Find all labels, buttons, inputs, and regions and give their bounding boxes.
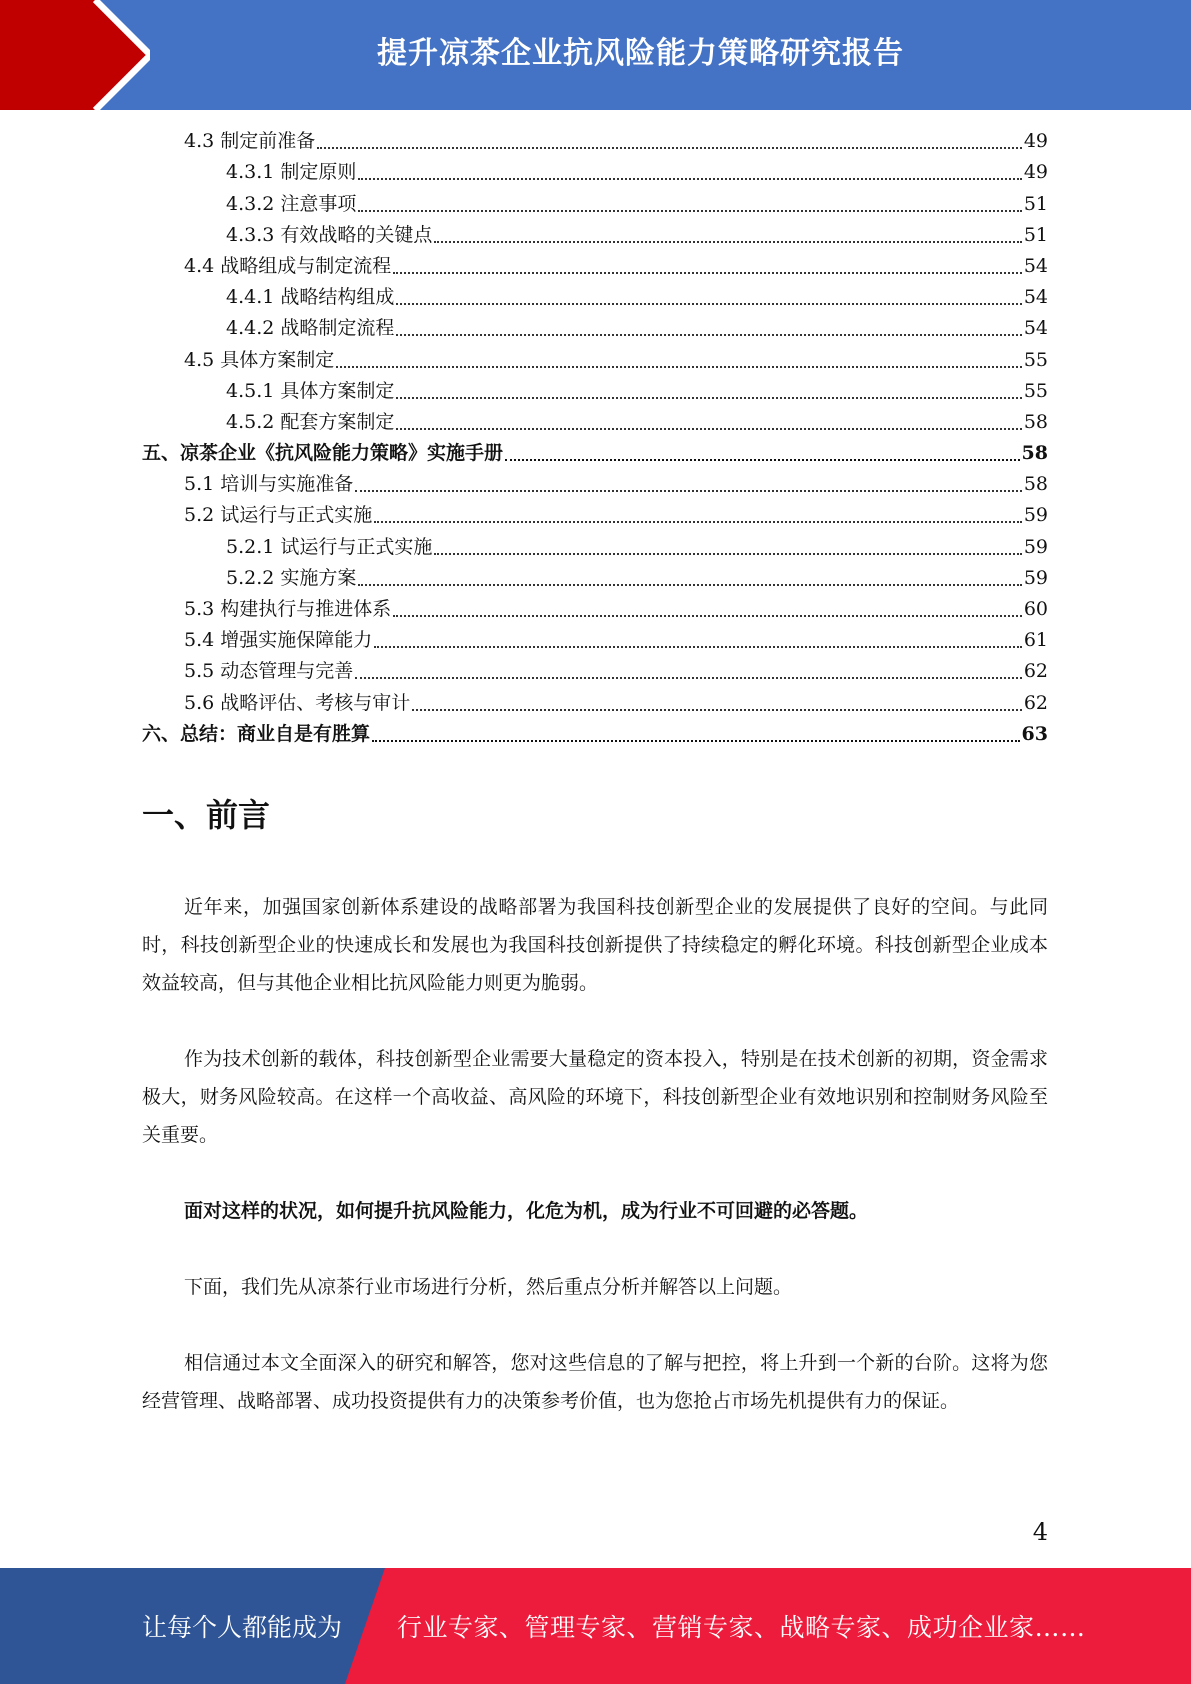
- toc-entry[interactable]: [142, 500, 1048, 531]
- toc-entry[interactable]: [142, 282, 1048, 313]
- footer-slogan-right: 行业专家、管理专家、营销专家、战略专家、成功企业家……: [397, 1613, 1086, 1642]
- toc-dot-leader: [505, 458, 1020, 461]
- toc-entry-label: 5.2 试运行与正式实施: [184, 504, 373, 527]
- toc-entry[interactable]: [142, 594, 1048, 625]
- toc-entry[interactable]: [142, 313, 1048, 344]
- toc-entry-page: 59: [1023, 535, 1048, 558]
- toc-dot-leader: [393, 614, 1022, 617]
- toc-entry[interactable]: [142, 625, 1048, 656]
- toc-dot-leader: [355, 489, 1022, 492]
- toc-entry-label: 4.3 制定前准备: [184, 130, 316, 153]
- toc-entry-page: 49: [1023, 161, 1048, 184]
- toc-dot-leader: [358, 583, 1021, 586]
- toc-entry-page: 62: [1023, 660, 1048, 683]
- toc-dot-leader: [374, 645, 1022, 648]
- toc-entry-page: 59: [1023, 566, 1048, 589]
- toc-entry-page: 54: [1023, 286, 1048, 309]
- toc-entry-label: 5.3 构建执行与推进体系: [184, 598, 392, 620]
- toc-entry[interactable]: [142, 687, 1048, 718]
- toc-entry[interactable]: [142, 407, 1048, 438]
- toc-entry[interactable]: [142, 656, 1048, 687]
- toc-entry-page: 60: [1023, 598, 1048, 620]
- toc-entry-label: 5.1 培训与实施准备: [184, 473, 354, 496]
- toc-entry-page: 61: [1023, 629, 1048, 652]
- toc-entry-page: 54: [1023, 254, 1048, 277]
- toc-dot-leader: [396, 302, 1021, 305]
- section-heading: 一、前言: [142, 796, 271, 834]
- toc-entry-label: 六、总结：商业自是有胜算: [142, 722, 371, 745]
- toc-entry-label: 五、凉茶企业《抗风险能力策略》实施手册: [142, 442, 504, 465]
- toc-dot-leader: [374, 520, 1022, 523]
- page-number: 4: [1032, 1518, 1048, 1546]
- toc-entry-page: 62: [1023, 691, 1048, 714]
- toc-entry-label: 5.4 增强实施保障能力: [184, 629, 373, 652]
- toc-dot-leader: [355, 676, 1022, 679]
- toc-entry[interactable]: [142, 251, 1048, 282]
- toc-dot-leader: [396, 333, 1021, 336]
- footer-slogan-left: 让每个人都能成为: [142, 1613, 343, 1642]
- toc-entry-page: 58: [1023, 410, 1048, 433]
- toc-entry[interactable]: [142, 126, 1048, 157]
- toc-entry[interactable]: [142, 438, 1048, 469]
- toc-entry-page: 54: [1023, 317, 1048, 340]
- paragraph-1: 近年来，加强国家创新体系建设的战略部署为我国科技创新型企业的发展提供了良好的空间。与此同时，科技创新型企业的快速成长和发展也为我国科技创新提供了持续稳定的孵化环境。科技创新型企业成本效益较高，但与其他企业相比抗风险能力则更为脆弱。: [142, 896, 1048, 994]
- toc-entry-label: 4.3.2 注意事项: [226, 192, 357, 215]
- toc-dot-leader: [393, 271, 1022, 274]
- paragraph-5: 相信通过本文全面深入的研究和解答，您对这些信息的了解与把控，将上升到一个新的台阶。这将为您经营管理、战略部署、成功投资提供有力的决策参考价值，也为您抢占市场先机提供有力的保证。: [142, 1352, 1048, 1412]
- toc-dot-leader: [396, 427, 1021, 430]
- toc-entry-page: 58: [1021, 442, 1048, 465]
- toc-entry-label: 5.6 战略评估、考核与审计: [184, 691, 411, 714]
- toc-entry-label: 4.4.1 战略结构组成: [226, 286, 395, 309]
- toc-dot-leader: [372, 739, 1020, 742]
- header-chevron-decoration: [0, 0, 150, 110]
- page-footer: [0, 1568, 1191, 1684]
- toc-entry-page: 49: [1023, 130, 1048, 153]
- table-of-contents: [142, 126, 1048, 750]
- toc-entry[interactable]: [142, 188, 1048, 219]
- toc-entry-page: 51: [1023, 192, 1048, 215]
- toc-entry[interactable]: [142, 531, 1048, 562]
- toc-entry[interactable]: [142, 719, 1048, 750]
- toc-dot-leader: [434, 552, 1021, 555]
- toc-entry[interactable]: [142, 469, 1048, 500]
- toc-entry-label: 4.5.1 具体方案制定: [226, 379, 395, 402]
- toc-entry-label: 4.5.2 配套方案制定: [226, 410, 395, 433]
- toc-entry-label: 4.3.1 制定原则: [226, 161, 357, 184]
- toc-entry[interactable]: [142, 220, 1048, 251]
- toc-dot-leader: [358, 177, 1021, 180]
- toc-dot-leader: [358, 209, 1021, 212]
- toc-entry-label: 4.3.3 有效战略的关键点: [226, 223, 433, 246]
- paragraph-4: 下面，我们先从凉茶行业市场进行分析，然后重点分析并解答以上问题。: [184, 1276, 793, 1298]
- toc-entry-label: 4.4 战略组成与制定流程: [184, 254, 392, 277]
- toc-dot-leader: [434, 240, 1021, 243]
- toc-entry[interactable]: [142, 376, 1048, 407]
- toc-entry-page: 63: [1021, 722, 1048, 745]
- toc-entry-label: 4.5 具体方案制定: [184, 348, 335, 371]
- toc-entry-page: 58: [1023, 473, 1048, 496]
- toc-entry-page: 55: [1023, 379, 1048, 402]
- toc-entry-label: 5.2.2 实施方案: [226, 566, 357, 589]
- toc-entry-page: 51: [1023, 223, 1048, 246]
- toc-entry-label: 5.2.1 试运行与正式实施: [226, 535, 433, 558]
- toc-entry-label: 4.4.2 战略制定流程: [226, 317, 395, 340]
- paragraph-2: 作为技术创新的载体，科技创新型企业需要大量稳定的资本投入，特别是在技术创新的初期，资金需求极大，财务风险较高。在这样一个高收益、高风险的环境下，科技创新型企业有效地识别和控制财务风险至关重要。: [142, 1048, 1048, 1146]
- toc-entry-page: 55: [1023, 348, 1048, 371]
- page-header: [0, 0, 1191, 110]
- toc-dot-leader: [336, 365, 1022, 368]
- toc-entry-label: 5.5 动态管理与完善: [184, 660, 354, 683]
- toc-entry[interactable]: [142, 563, 1048, 594]
- toc-dot-leader: [412, 708, 1022, 711]
- toc-entry[interactable]: [142, 157, 1048, 188]
- toc-entry[interactable]: [142, 344, 1048, 375]
- paragraph-3-highlight: 面对这样的状况，如何提升抗风险能力，化危为机，成为行业不可回避的必答题。: [184, 1200, 869, 1222]
- toc-dot-leader: [317, 146, 1022, 149]
- toc-dot-leader: [396, 396, 1021, 399]
- report-title: 提升凉茶企业抗风险能力策略研究报告: [377, 36, 904, 71]
- toc-entry-page: 59: [1023, 504, 1048, 527]
